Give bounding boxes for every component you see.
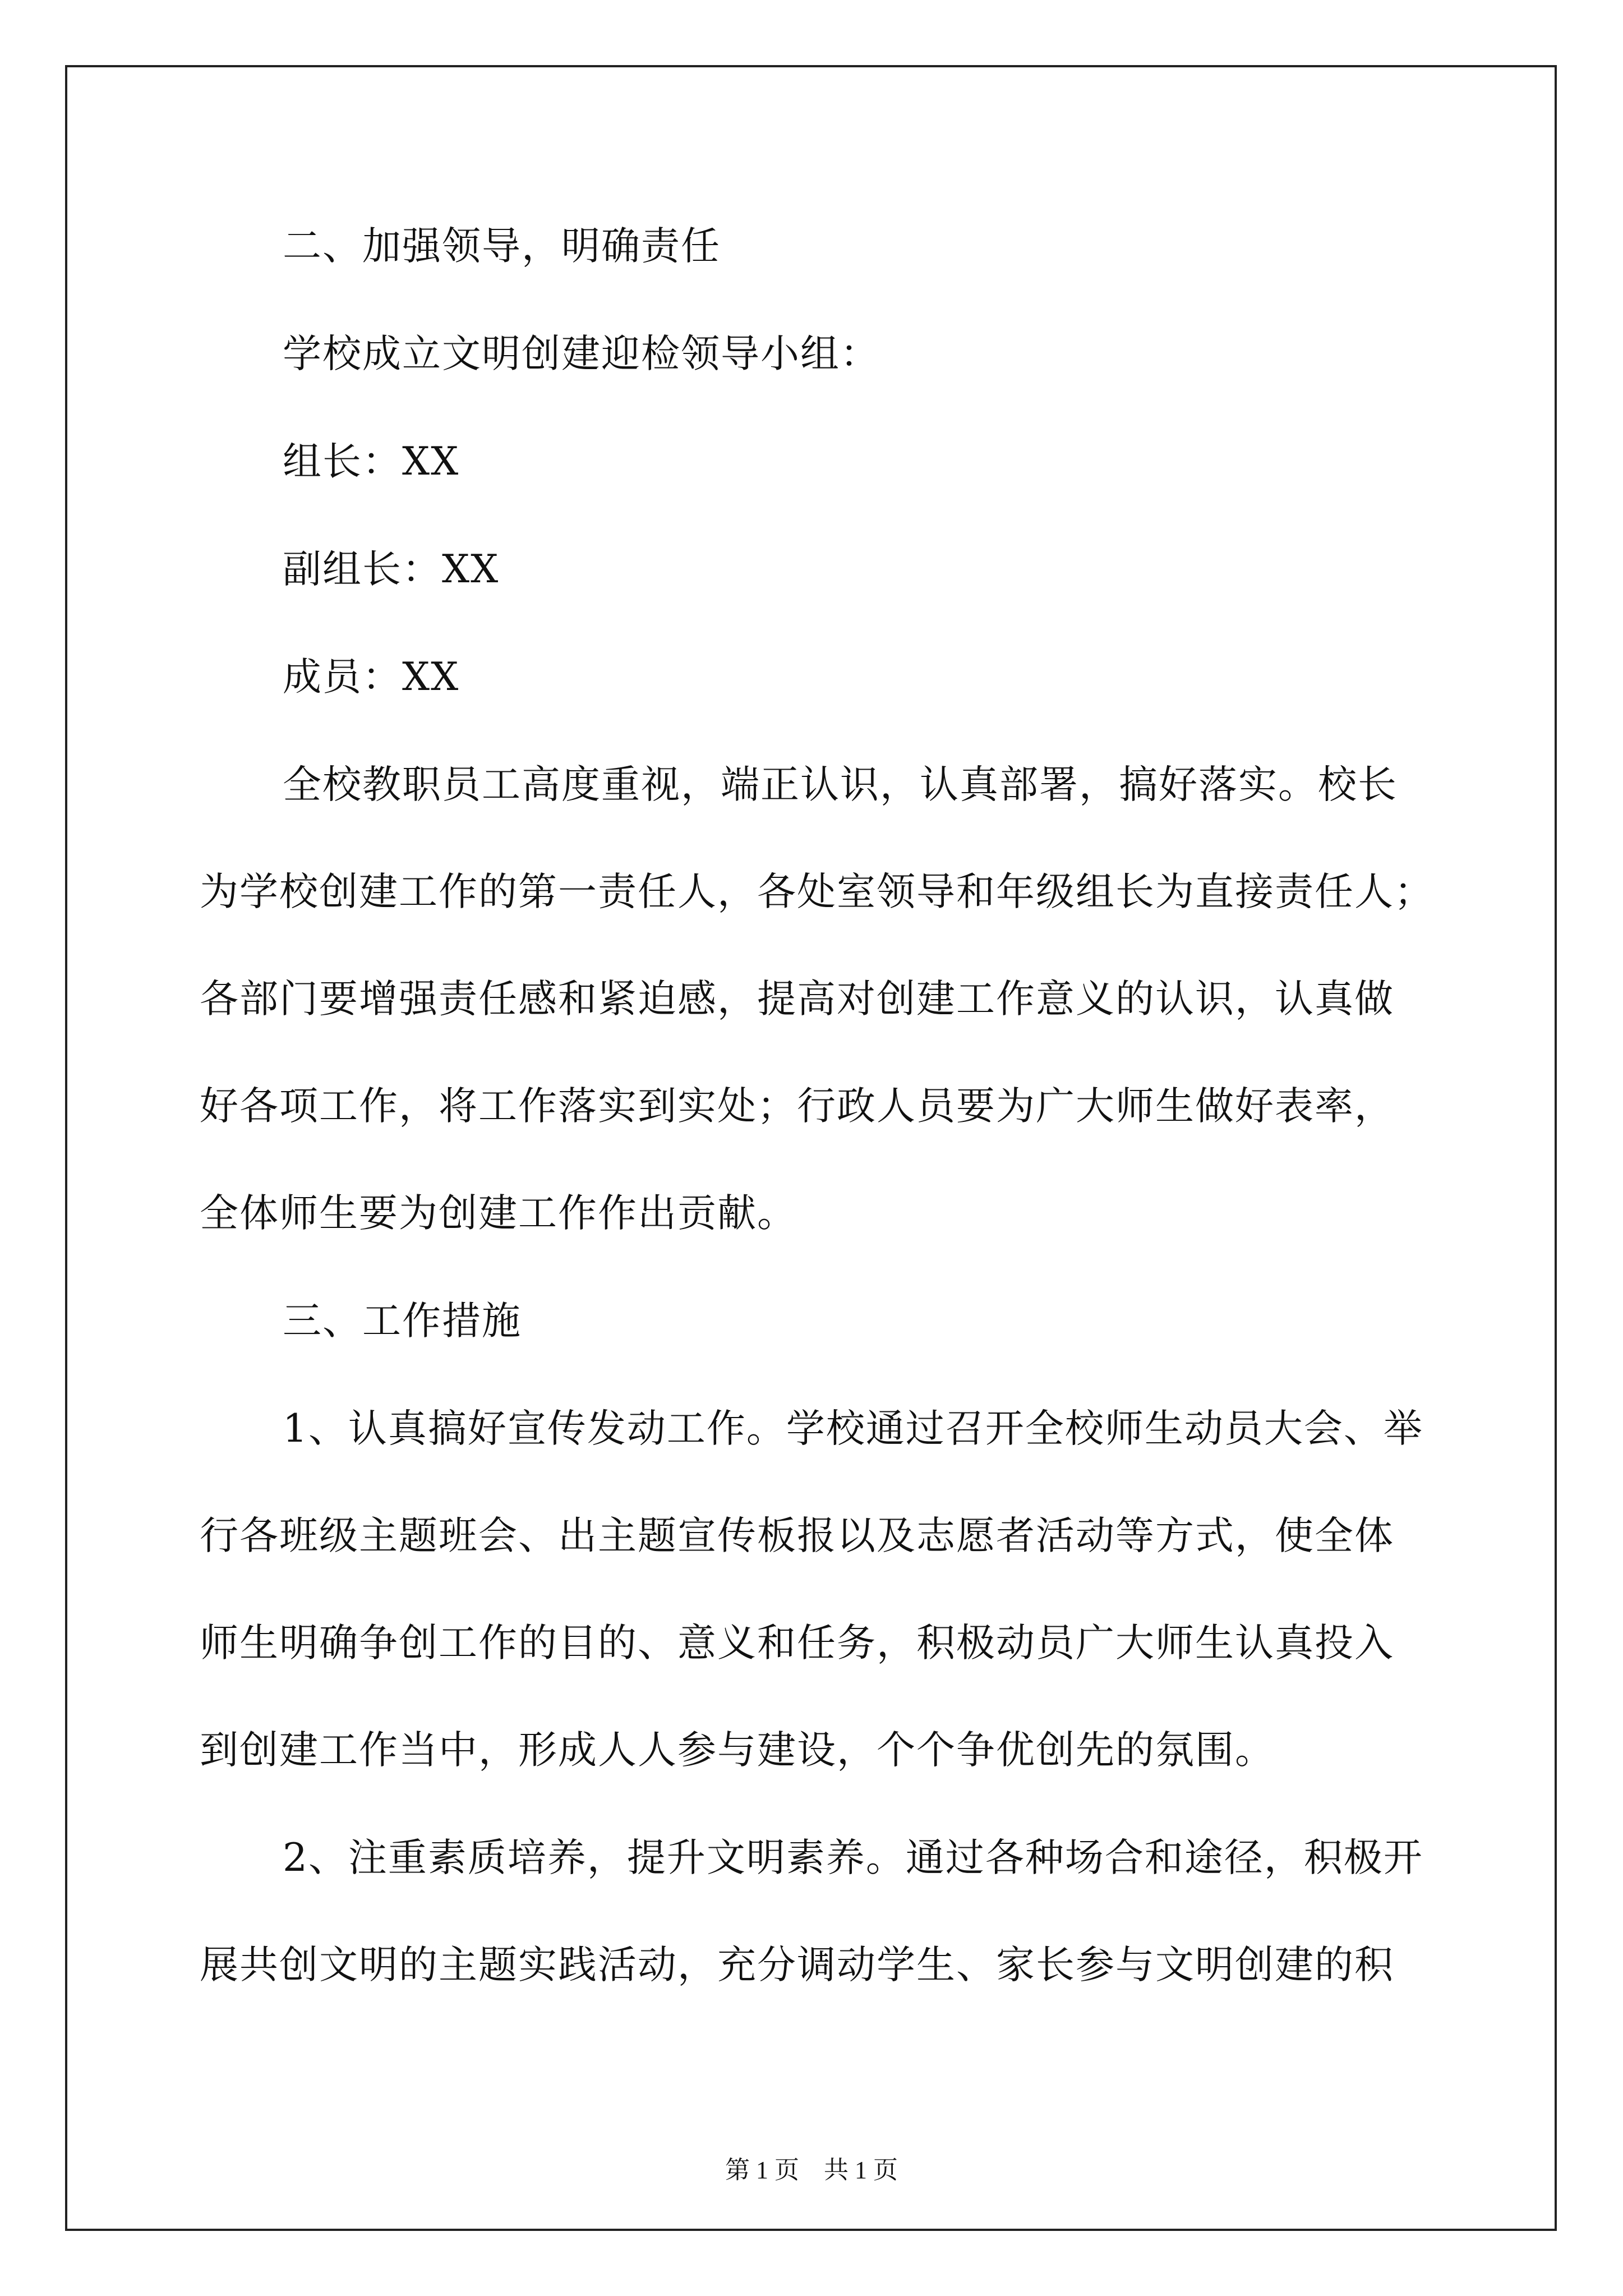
measure-1-paragraph-line: 师生明确争创工作的目的、意义和任务，积极动员广大师生认真投入 — [200, 1621, 1394, 1665]
measure-1-paragraph-line: 1、认真搞好宣传发动工作。学校通过召开全校师生动员大会、举 — [283, 1406, 1423, 1451]
section-heading-3: 三、工作措施 — [283, 1299, 522, 1343]
leader-line: 组长：XX — [283, 439, 460, 484]
responsibility-paragraph-line: 全体师生要为创建工作作出贡献。 — [200, 1191, 797, 1236]
members-line: 成员：XX — [283, 655, 460, 700]
measure-1-paragraph-line: 行各班级主题班会、出主题宣传板报以及志愿者活动等方式，使全体 — [200, 1513, 1394, 1558]
responsibility-paragraph-line: 全校教职员工高度重视，端正认识，认真部署，搞好落实。校长 — [283, 762, 1398, 807]
page-footer — [0, 2150, 1623, 2185]
page-number: 第 1 页 — [725, 2156, 799, 2184]
responsibility-paragraph-line: 各部门要增强责任感和紧迫感，提高对创建工作意义的认识，认真做 — [200, 977, 1394, 1022]
section-heading-2: 二、加强领导，明确责任 — [283, 224, 721, 269]
page-total: 共 1 页 — [824, 2156, 898, 2184]
leadership-intro: 学校成立文明创建迎检领导小组： — [283, 332, 880, 376]
measure-2-paragraph-line: 展共创文明的主题实践活动，充分调动学生、家长参与文明创建的积 — [200, 1943, 1394, 1987]
document-body — [200, 218, 1433, 1993]
responsibility-paragraph-line: 好各项工作，将工作落实到实处；行政人员要为广大师生做好表率， — [200, 1084, 1394, 1129]
measure-2-paragraph-line: 2、注重素质培养，提升文明素养。通过各种场合和途径，积极开 — [283, 1835, 1423, 1880]
responsibility-paragraph-line: 为学校创建工作的第一责任人，各处室领导和年级组长为直接责任人； — [200, 869, 1434, 914]
deputy-leader-line: 副组长：XX — [283, 547, 500, 592]
measure-1-paragraph-line: 到创建工作当中，形成人人参与建设，个个争优创先的氛围。 — [200, 1728, 1275, 1773]
